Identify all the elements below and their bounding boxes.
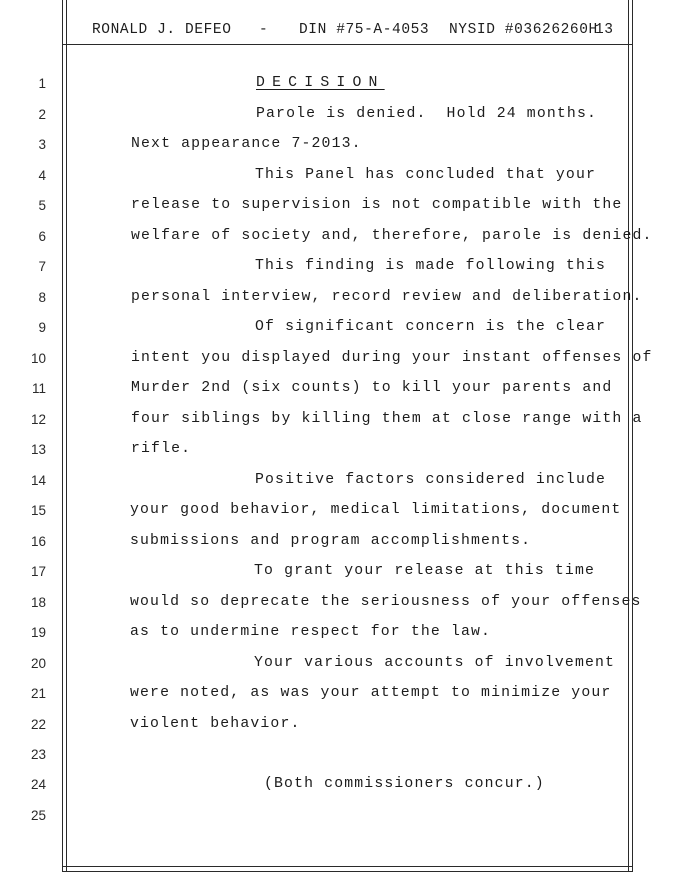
decision-line: submissions and program accomplishments.: [130, 533, 532, 549]
decision-closing: (Both commissioners concur.): [264, 776, 545, 792]
header-rule: [62, 44, 633, 45]
line-number: 23: [30, 747, 46, 762]
line-number: 7: [38, 259, 46, 274]
line-number: 14: [30, 473, 46, 488]
line-number: 3: [38, 137, 46, 152]
bottom-rule-outer: [62, 871, 633, 872]
line-number: 20: [30, 656, 46, 671]
line-number: 17: [30, 564, 46, 579]
left-margin-rule-inner: [66, 0, 67, 872]
page-number: 13: [595, 22, 614, 38]
line-number: 9: [38, 320, 46, 335]
decision-line: were noted, as was your attempt to minimize your: [130, 685, 612, 701]
right-margin-rule-outer: [632, 0, 633, 872]
line-number: 11: [31, 381, 46, 396]
decision-line: as to undermine respect for the law.: [130, 624, 492, 640]
line-number: 15: [30, 503, 46, 518]
inmate-name: RONALD J. DEFEO: [92, 22, 232, 38]
line-number: 13: [30, 442, 46, 457]
line-number: 5: [38, 198, 46, 213]
line-number: 12: [30, 412, 46, 427]
line-number: 21: [30, 686, 46, 701]
line-number: 19: [30, 625, 46, 640]
decision-line: Of significant concern is the clear: [255, 319, 607, 335]
decision-title: DECISION: [256, 75, 385, 91]
line-number: 25: [30, 808, 46, 823]
header-separator: -: [259, 22, 269, 38]
line-number: 4: [38, 168, 46, 183]
line-number: 8: [38, 290, 46, 305]
decision-line: personal interview, record review and deliberation.: [131, 289, 643, 305]
right-margin-rule-inner: [628, 0, 629, 872]
line-number: 6: [38, 229, 46, 244]
decision-line: To grant your release at this time: [254, 563, 596, 579]
page-header: [92, 22, 622, 42]
line-number: 1: [38, 76, 46, 91]
left-margin-rule-outer: [62, 0, 63, 872]
line-number: 24: [30, 777, 46, 792]
line-number: 16: [30, 534, 46, 549]
line-number: 22: [30, 717, 46, 732]
din-number: DIN #75-A-4053: [299, 22, 430, 38]
decision-line: This finding is made following this: [255, 258, 607, 274]
decision-line: Your various accounts of involvement: [254, 655, 616, 671]
decision-line: would so deprecate the seriousness of your offenses: [130, 594, 642, 610]
decision-line: welfare of society and, therefore, parole is denied.: [131, 228, 653, 244]
decision-line: four siblings by killing them at close range with a: [131, 411, 643, 427]
decision-line: violent behavior.: [130, 716, 301, 732]
decision-line: rifle.: [131, 441, 192, 457]
nysid-number: NYSID #03626260H: [449, 22, 598, 38]
decision-line: intent you displayed during your instant offenses of: [131, 350, 653, 366]
decision-line: Murder 2nd (six counts) to kill your parents and: [131, 380, 613, 396]
decision-line: This Panel has concluded that your: [255, 167, 597, 183]
line-number: 2: [38, 107, 46, 122]
decision-line: Positive factors considered include: [255, 472, 607, 488]
decision-line: Next appearance 7-2013.: [131, 136, 362, 152]
bottom-rule-inner: [62, 866, 633, 867]
line-number: 10: [30, 351, 46, 366]
decision-line: Parole is denied. Hold 24 months.: [256, 106, 598, 122]
decision-line: release to supervision is not compatible with the: [131, 197, 623, 213]
line-number: 18: [30, 595, 46, 610]
decision-line: your good behavior, medical limitations, document: [130, 502, 622, 518]
